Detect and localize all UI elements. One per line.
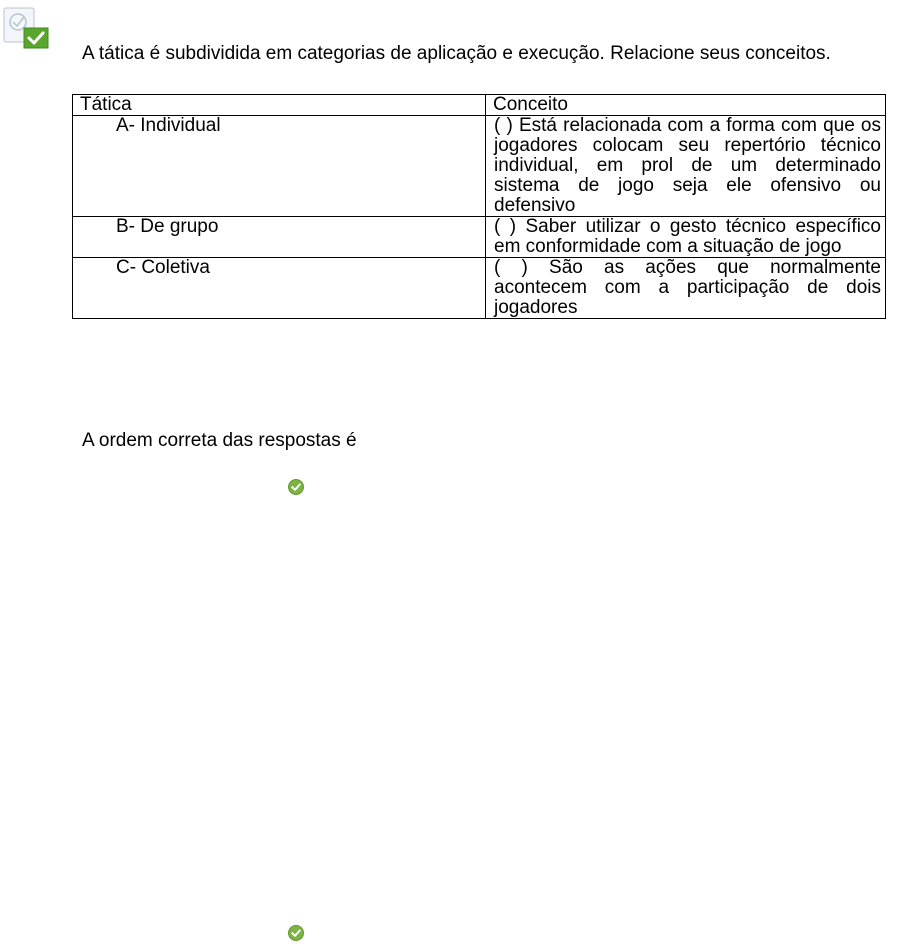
tatica-cell: A- Individual (73, 116, 486, 217)
table-header-row (73, 95, 886, 116)
question-text: A tática é subdividida em categorias de aplicação e execução. Relacione seus conceitos. (82, 43, 831, 64)
answer-prompt: A ordem correta das respostas é (82, 430, 357, 451)
table-row (73, 217, 886, 258)
tatica-cell: B- De grupo (73, 217, 486, 258)
question-status-check-icon (2, 2, 50, 50)
tatica-cell: C- Coletiva (73, 258, 486, 319)
match-table (72, 94, 886, 319)
header-tatica: Tática (73, 95, 486, 116)
conceito-cell: ( ) Está relacionada com a forma com que os jogadores colocam seu repertório técnico individual, em prol de um determinado sistema de jogo seja ele ofensivo ou defensivo (486, 116, 886, 217)
conceito-cell: ( ) Saber utilizar o gesto técnico específico em conformidade com a situação de jogo (486, 217, 886, 258)
table-row (73, 116, 886, 217)
header-conceito: Conceito (486, 95, 886, 116)
conceito-cell: ( ) São as ações que normalmente acontecem com a participação de dois jogadores (486, 258, 886, 319)
table-row (73, 258, 886, 319)
correct-check-icon (288, 925, 304, 941)
correct-check-icon (288, 479, 304, 495)
